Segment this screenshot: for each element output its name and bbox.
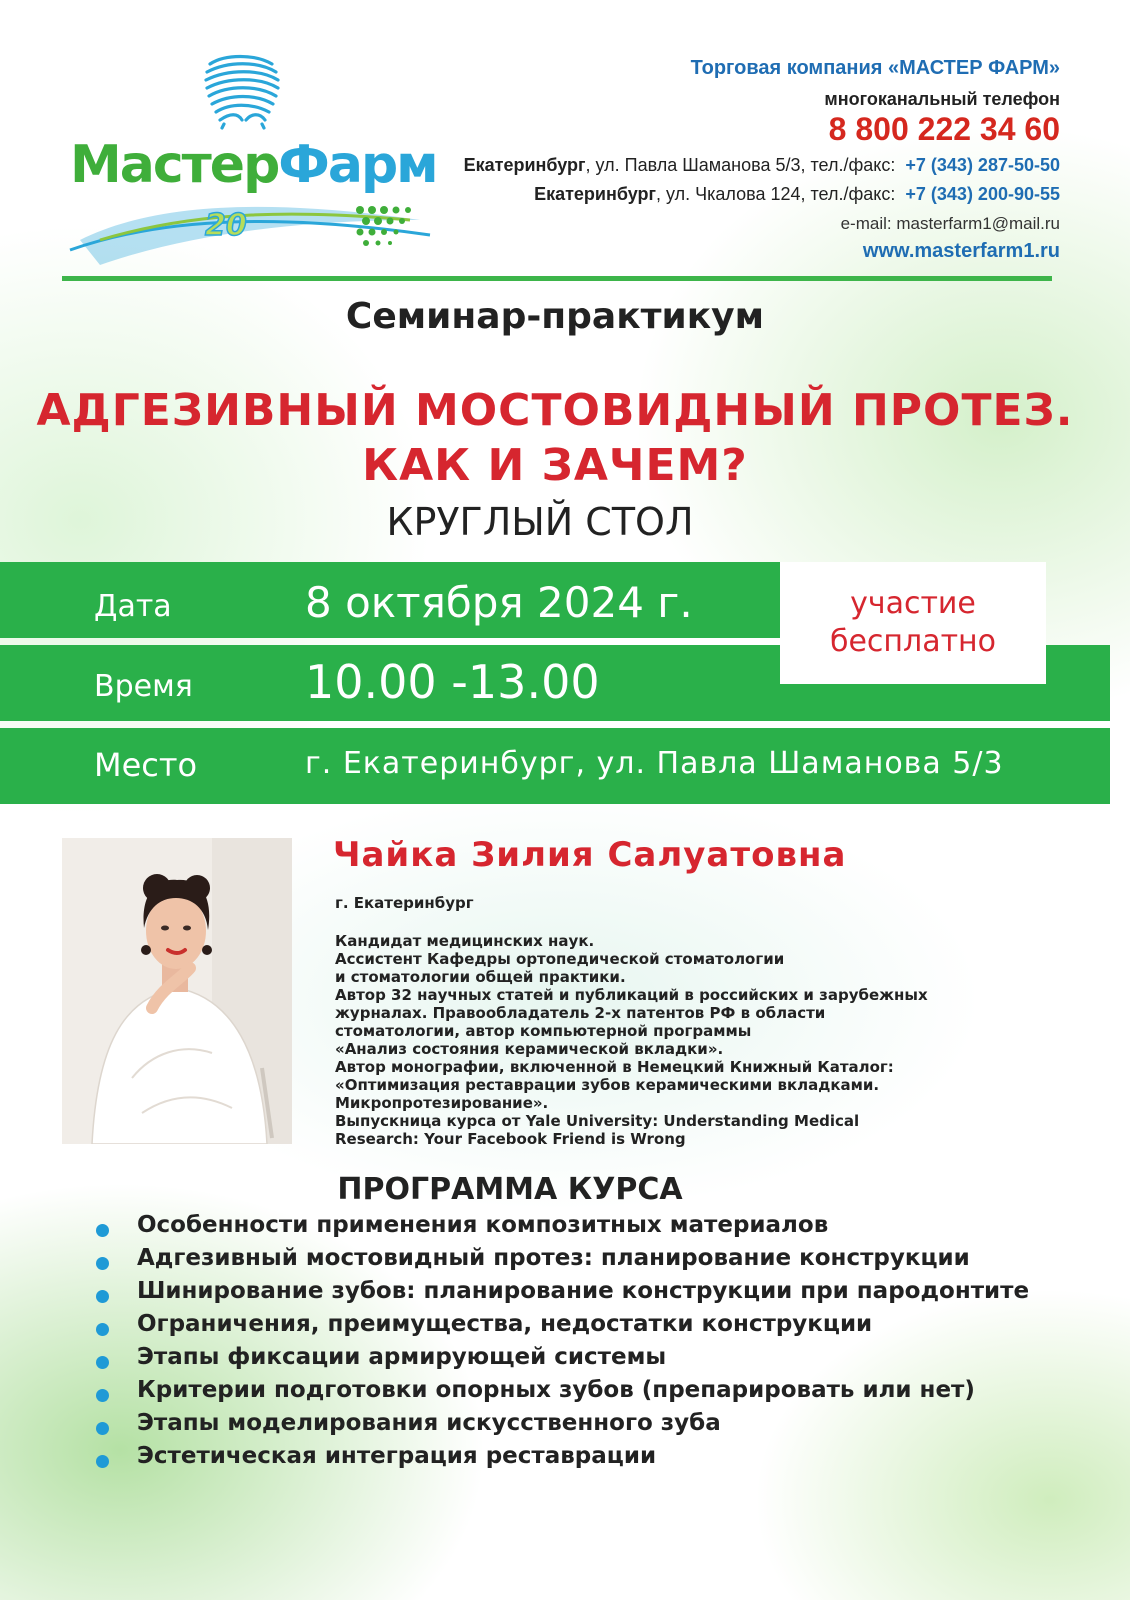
place-label: Место xyxy=(94,746,198,784)
address-1-city: Екатеринбург xyxy=(463,155,586,175)
main-phone[interactable]: 8 800 222 34 60 xyxy=(828,111,1060,147)
date-label: Дата xyxy=(94,589,172,624)
address-2-street: , ул. Чкалова 124, тел./факс: xyxy=(656,184,896,204)
bullet-icon xyxy=(96,1356,109,1369)
bio-line: «Анализ состояния керамической вкладки». xyxy=(335,1040,724,1058)
address-2-city: Екатеринбург xyxy=(534,184,656,204)
program-item-text: Особенности применения композитных материалов xyxy=(137,1212,829,1238)
address-1-phone[interactable]: +7 (343) 287-50-50 xyxy=(905,155,1060,175)
program-item-text: Адгезивный мостовидный протез: планирование конструкции xyxy=(137,1245,970,1271)
event-title-line-1: АДГЕЗИВНЫЙ МОСТОВИДНЫЙ ПРОТЕЗ. xyxy=(36,385,1074,436)
event-type: Семинар-практикум xyxy=(345,296,765,337)
event-subtitle: КРУГЛЫЙ СТОЛ xyxy=(386,500,694,544)
bio-line: Автор 32 научных статей и публикаций в российских и зарубежных xyxy=(335,986,928,1004)
speaker-portrait-image xyxy=(62,838,292,1144)
program-item-text: Эстетическая интеграция реставрации xyxy=(137,1443,657,1469)
bio-line: и стоматологии общей практики. xyxy=(335,968,626,986)
program-item-text: Ограничения, преимущества, недостатки конструкции xyxy=(137,1311,873,1337)
bio-line: Выпускница курса от Yale University: Understanding Medical xyxy=(335,1112,860,1130)
time-label: Время xyxy=(94,669,193,704)
phone-label: многоканальный телефон xyxy=(824,89,1060,109)
bio-line: стоматологии, автор компьютерной программы xyxy=(335,1022,752,1040)
program-item-text: Этапы фиксации армирующей системы xyxy=(137,1344,667,1370)
bio-line: «Оптимизация реставрации зубов керамическими вкладками. xyxy=(335,1076,880,1094)
program-title: ПРОГРАММА КУРСА xyxy=(337,1172,683,1207)
logo-wordmark-part1: Мастер xyxy=(70,135,279,195)
free-participation-badge xyxy=(780,562,1046,684)
place-bar xyxy=(0,728,1110,804)
logo-wordmark-part2: Фарм xyxy=(278,135,437,195)
date-value: 8 октября 2024 г. xyxy=(305,578,693,627)
free-badge-line-1: участие xyxy=(850,586,976,621)
company-logo xyxy=(60,50,440,265)
bullet-icon xyxy=(96,1290,109,1303)
date-bar xyxy=(0,562,780,638)
bullet-icon xyxy=(96,1422,109,1435)
bullet-icon xyxy=(96,1455,109,1468)
bio-line: Автор монографии, включенной в Немецкий Книжный Каталог: xyxy=(335,1058,894,1076)
logo-wordmark xyxy=(70,135,437,195)
email-address[interactable]: e-mail: masterfarm1@mail.ru xyxy=(840,214,1060,233)
program-item-text: Критерии подготовки опорных зубов (препарировать или нет) xyxy=(137,1377,975,1403)
bio-line: Кандидат медицинских наук. xyxy=(335,932,595,950)
speaker-city: г. Екатеринбург xyxy=(335,894,474,912)
address-1 xyxy=(464,155,1060,176)
address-2 xyxy=(534,184,1060,205)
bio-line: Research: Your Facebook Friend is Wrong xyxy=(335,1130,686,1148)
bio-line: журналах. Правообладатель 2-х патентов РФ в области xyxy=(335,1004,826,1022)
bullet-icon xyxy=(96,1389,109,1402)
program-item-text: Шинирование зубов: планирование конструкции при пародонтите xyxy=(137,1278,1030,1304)
speaker-photo xyxy=(62,838,292,1144)
address-1-street: , ул. Павла Шаманова 5/3, тел./факс: xyxy=(585,155,896,175)
header-divider xyxy=(62,276,1052,281)
logo-years-number: 20 xyxy=(205,208,247,243)
company-name: Торговая компания «МАСТЕР ФАРМ» xyxy=(690,57,1060,79)
logo-years-unit: лет xyxy=(242,233,270,249)
speaker-bio xyxy=(335,932,995,1148)
free-badge-line-2: бесплатно xyxy=(829,624,997,659)
bullet-icon xyxy=(96,1224,109,1237)
event-title-line-2: КАК И ЗАЧЕМ? xyxy=(362,440,748,491)
address-2-phone[interactable]: +7 (343) 200-90-55 xyxy=(905,184,1060,204)
place-value: г. Екатеринбург, ул. Павла Шаманова 5/3 xyxy=(305,746,1004,781)
bullet-icon xyxy=(96,1323,109,1336)
program-item-text: Этапы моделирования искусственного зуба xyxy=(137,1410,721,1436)
time-value: 10.00 -13.00 xyxy=(305,655,600,709)
bio-line: Микропротезирование». xyxy=(335,1094,549,1112)
bio-line: Ассистент Кафедры ортопедической стоматологии xyxy=(335,950,785,968)
speaker-name: Чайка Зилия Салуатовна xyxy=(333,835,847,875)
website-link[interactable]: www.masterfarm1.ru xyxy=(862,240,1060,262)
bullet-icon xyxy=(96,1257,109,1270)
